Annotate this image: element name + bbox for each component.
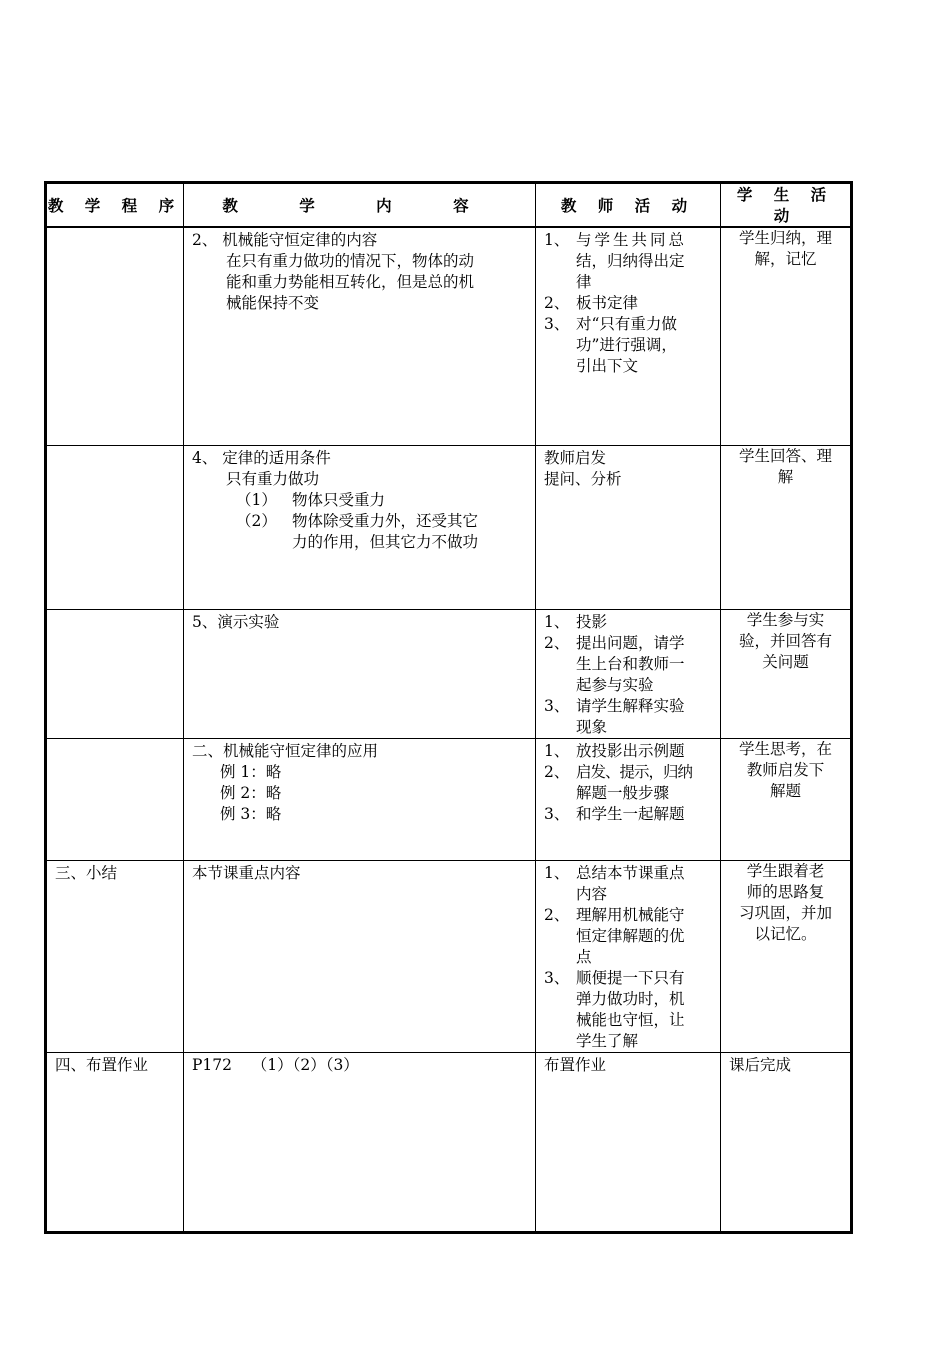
list-item: 1、 与学生共同总 结，归纳得出定 律 [544,231,688,291]
table-row [46,860,852,1052]
teacher-cell [536,609,721,738]
teacher-cell [536,860,721,1052]
procedure-cell: 三、小结 [46,860,184,1052]
teacher-cell [536,227,721,445]
procedure-cell [46,445,184,609]
example-line: 例 2：略 [220,783,282,802]
content-cell [184,738,536,860]
list-item: 1、 放投影出示例题 [544,741,685,760]
header-student: 学 生 活 动 [721,183,852,228]
table-row [46,445,852,609]
student-cell: 学生回答、理 解 [721,445,852,609]
table-row [46,738,852,860]
content-title: P172 （1）（2）（3） [192,1055,359,1074]
list-item: （2） 物体除受重力外，还受其它 力的作用，但其它力不做功 [236,511,479,551]
content-line: 械能保持不变 [226,294,320,312]
content-cell [184,227,536,445]
lesson-plan-table [44,181,853,1234]
content-line: 能和重力势能相互转化，但是总的机 [226,273,475,291]
list-item: （1） 物体只受重力 [236,490,386,509]
procedure-cell [46,227,184,445]
teacher-cell: 布置作业 [536,1052,721,1232]
student-cell: 学生思考，在 教师启发下 解题 [721,738,852,860]
procedure-cell [46,609,184,738]
list-item: 2、 理解用机械能守 恒定律解题的优 点 [544,905,685,966]
header-teacher: 教 师 活 动 [536,183,721,228]
content-cell [184,445,536,609]
header-row [46,183,852,228]
content-line: 只有重力做功 [226,469,320,488]
table-row [46,227,852,445]
procedure-cell: 四、布置作业 [46,1052,184,1232]
content-line: 在只有重力做功的情况下，物体的动 [226,252,475,270]
content-title: 2、 机械能守恒定律的内容 [192,231,378,249]
example-line: 例 1：略 [220,762,282,781]
student-cell: 课后完成 [721,1052,852,1232]
table-row [46,609,852,738]
student-cell: 学生归纳，理 解，记忆 [721,227,852,445]
teacher-cell [536,738,721,860]
header-procedure: 教 学 程 序 [46,183,184,228]
list-item: 1、 总结本节课重点 内容 [544,863,685,903]
content-title: 本节课重点内容 [192,863,301,882]
teacher-cell: 教师启发 提问、分析 [536,445,721,609]
list-item: 2、 板书定律 [544,294,639,312]
student-cell: 学生跟着老 师的思路复 习巩固，并加 以记忆。 [721,860,852,1052]
content-cell [184,1052,536,1232]
list-item: 3、 和学生一起解题 [544,804,685,823]
content-cell [184,609,536,738]
list-item: 2、 启发、提示，归纳 解题一般步骤 [544,762,693,802]
list-item: 3、 请学生解释实验 现象 [544,696,685,736]
list-item: 3、 对“只有重力做 功”进行强调， 引出下文 [544,315,677,375]
content-title: 4、 定律的适用条件 [192,448,331,467]
content-title: 二、机械能守恒定律的应用 [192,741,379,760]
content-cell [184,860,536,1052]
list-item: 1、 投影 [544,612,608,631]
content-title: 5、演示实验 [192,612,280,631]
list-item: 3、 顺便提一下只有 弹力做功时，机 械能也守恒，让 学生了解 [544,968,685,1050]
header-content: 教 学 内 容 [184,183,536,228]
table-row [46,1052,852,1232]
example-line: 例 3：略 [220,804,282,823]
list-item: 2、 提出问题，请学 生上台和教师一 起参与实验 [544,633,685,694]
student-cell: 学生参与实 验，并回答有 关问题 [721,609,852,738]
procedure-cell [46,738,184,860]
